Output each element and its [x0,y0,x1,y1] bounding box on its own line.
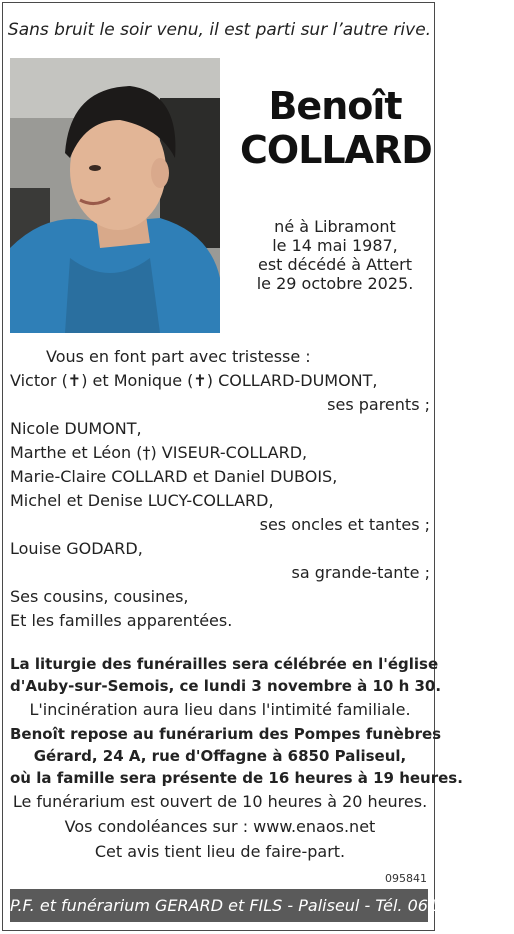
relative-line: Marie-Claire COLLARD et Daniel DUBOIS, [10,467,338,486]
relative-line: Nicole DUMONT, [10,419,142,438]
repose-line: Benoît repose au funérarium des Pompes funèbres [10,725,442,743]
relative-line: Michel et Denise LUCY-COLLARD, [10,491,274,510]
hours-line: Le funérarium est ouvert de 10 heures à 20 heures. [12,792,428,811]
intro-line: Vous en font part avec tristesse : [46,347,311,366]
uncles-aunts-role: ses oncles et tantes ; [259,515,430,534]
deceased-name [240,84,430,172]
cremation-line: L'incinération aura lieu dans l'intimité familiale. [29,700,411,719]
birth-line: le 14 mai 1987, [272,236,398,255]
birth-line: est décédé à Attert [257,255,413,274]
parents-line: Victor (✝) et Monique (✝) COLLARD-DUMONT, [10,371,378,390]
funeral-block [10,653,463,864]
repose-line: où la famille sera présente de 16 heures à 19 heures. [10,769,463,787]
announcement-block [10,345,430,633]
birth-death-info [240,217,430,293]
first-name: Benoît [268,84,402,128]
birth-line: né à Libramont [274,217,396,236]
footer-banner: P.F. et funérarium GERARD et FILS - Paliseul - Tél. 061 53 32 84 [10,889,428,922]
condolences-line: Vos condoléances sur : www.enaos.net [64,817,376,836]
great-aunt-role: sa grande-tante ; [291,563,430,582]
reference-number: 095841 [385,872,427,885]
liturgy-line: La liturgie des funérailles sera célébrée en l'église [10,655,439,673]
last-name: COLLARD [240,128,432,172]
portrait-photo [10,58,220,333]
birth-line: le 29 octobre 2025. [256,274,414,293]
header-quote: Sans bruit le soir venu, il est parti sur l’autre rive. [7,20,432,40]
notice-line: Cet avis tient lieu de faire-part. [94,842,346,861]
relative-line: Marthe et Léon (†) VISEUR-COLLARD, [10,443,308,462]
cousins-line: Ses cousins, cousines, [10,587,189,606]
repose-line: Gérard, 24 A, rue d'Offagne à 6850 Paliseul, [33,747,407,765]
liturgy-line: d'Auby-sur-Semois, ce lundi 3 novembre à 10 h 30. [10,677,442,695]
parents-role: ses parents ; [327,395,430,414]
families-line: Et les familles apparentées. [10,611,233,630]
great-aunt-line: Louise GODARD, [10,539,143,558]
